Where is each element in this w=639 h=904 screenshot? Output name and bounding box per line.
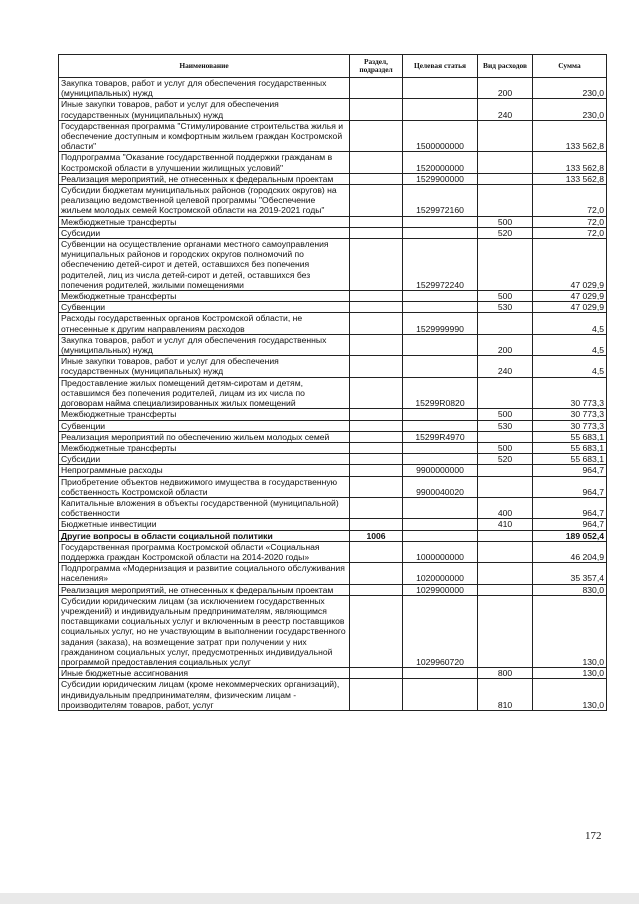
cell-type (478, 377, 533, 409)
cell-sum: 72,0 (533, 216, 607, 227)
cell-section (350, 465, 403, 476)
cell-target: 1529999990 (403, 313, 478, 334)
cell-sum: 30 773,3 (533, 377, 607, 409)
cell-name: Непрограммные расходы (59, 465, 350, 476)
cell-type (478, 431, 533, 442)
cell-type (478, 313, 533, 334)
table-row (59, 313, 607, 334)
table-row (59, 442, 607, 453)
table-row (59, 239, 607, 291)
cell-target: 1529972160 (403, 185, 478, 217)
cell-target (403, 519, 478, 530)
cell-target (403, 454, 478, 465)
cell-name: Субвенции на осуществление органами местного самоуправления муниципальных районов и городских округов полномочий по обеспечению детей-сирот и детей, оставшихся без попечения родителей, лиц из числа детей-сирот и детей, оставшихся без попечения родителей, жилыми помещениями (59, 239, 350, 291)
cell-type (478, 476, 533, 497)
table-row (59, 152, 607, 173)
cell-name: Межбюджетные трансферты (59, 216, 350, 227)
cell-sum: 4,5 (533, 334, 607, 355)
cell-sum: 47 029,9 (533, 291, 607, 302)
cell-name: Закупка товаров, работ и услуг для обеспечения государственных (муниципальных) нужд (59, 334, 350, 355)
cell-section (350, 239, 403, 291)
cell-sum: 47 029,9 (533, 239, 607, 291)
cell-sum: 47 029,9 (533, 302, 607, 313)
cell-target (403, 409, 478, 420)
cell-target (403, 420, 478, 431)
cell-section (350, 152, 403, 173)
cell-name: Государственная программа Костромской области «Социальная поддержка граждан Костромской области на 2014-2020 годы» (59, 541, 350, 562)
table-row (59, 185, 607, 217)
cell-type: 240 (478, 356, 533, 377)
cell-target: 9900000000 (403, 465, 478, 476)
cell-type: 400 (478, 497, 533, 518)
cell-section (350, 173, 403, 184)
cell-section (350, 78, 403, 99)
cell-target (403, 497, 478, 518)
cell-sum: 4,5 (533, 356, 607, 377)
cell-name: Межбюджетные трансферты (59, 291, 350, 302)
cell-type (478, 173, 533, 184)
cell-sum: 189 052,4 (533, 530, 607, 541)
table-row (59, 120, 607, 152)
cell-sum: 55 683,1 (533, 442, 607, 453)
cell-type: 200 (478, 78, 533, 99)
cell-sum: 133 562,8 (533, 173, 607, 184)
cell-section (350, 497, 403, 518)
cell-target (403, 216, 478, 227)
cell-section (350, 595, 403, 667)
cell-sum: 72,0 (533, 227, 607, 238)
table-row (59, 584, 607, 595)
cell-target: 1520000000 (403, 152, 478, 173)
cell-type: 520 (478, 454, 533, 465)
cell-target: 1029960720 (403, 595, 478, 667)
cell-section (350, 409, 403, 420)
cell-name: Бюджетные инвестиции (59, 519, 350, 530)
table-row (59, 99, 607, 120)
cell-sum: 230,0 (533, 78, 607, 99)
table-row (59, 431, 607, 442)
cell-target (403, 334, 478, 355)
cell-target: 1029900000 (403, 584, 478, 595)
cell-section (350, 356, 403, 377)
cell-name: Иные бюджетные ассигнования (59, 668, 350, 679)
cell-target: 15299R4970 (403, 431, 478, 442)
cell-target (403, 679, 478, 711)
cell-sum: 230,0 (533, 99, 607, 120)
table-row (59, 454, 607, 465)
cell-section (350, 442, 403, 453)
cell-sum: 964,7 (533, 519, 607, 530)
cell-target (403, 78, 478, 99)
cell-sum: 964,7 (533, 476, 607, 497)
table-row (59, 519, 607, 530)
cell-section (350, 519, 403, 530)
table-row (59, 465, 607, 476)
cell-target: 1000000000 (403, 541, 478, 562)
budget-table (58, 54, 607, 711)
cell-target: 1500000000 (403, 120, 478, 152)
cell-name: Субсидии бюджетам муниципальных районов (городских округов) на реализацию ведомственной целевой программы "Обеспечение жильем молодых семей Костромской области на 2019-2021 годы" (59, 185, 350, 217)
table-header-row (59, 55, 607, 78)
cell-section (350, 420, 403, 431)
cell-type: 240 (478, 99, 533, 120)
cell-target: 1529972240 (403, 239, 478, 291)
cell-sum: 130,0 (533, 679, 607, 711)
header-type: Вид расходов (478, 55, 533, 78)
table-row (59, 679, 607, 711)
cell-type (478, 595, 533, 667)
cell-target (403, 530, 478, 541)
cell-section (350, 668, 403, 679)
header-sum: Сумма (533, 55, 607, 78)
table-body (59, 78, 607, 711)
cell-sum: 55 683,1 (533, 454, 607, 465)
cell-type: 530 (478, 420, 533, 431)
cell-section (350, 454, 403, 465)
cell-sum: 964,7 (533, 497, 607, 518)
table-row (59, 530, 607, 541)
cell-name: Капитальные вложения в объекты государственной (муниципальной) собственности (59, 497, 350, 518)
cell-type: 530 (478, 302, 533, 313)
scan-edge (0, 893, 639, 904)
cell-name: Реализация мероприятий по обеспечению жильем молодых семей (59, 431, 350, 442)
table-row (59, 334, 607, 355)
cell-section (350, 584, 403, 595)
cell-name: Реализация мероприятий, не отнесенных к федеральным проектам (59, 584, 350, 595)
cell-target: 9900040020 (403, 476, 478, 497)
cell-type (478, 563, 533, 584)
table-row (59, 377, 607, 409)
cell-target (403, 356, 478, 377)
page-number: 172 (585, 830, 602, 842)
cell-name: Межбюджетные трансферты (59, 442, 350, 453)
cell-section (350, 291, 403, 302)
cell-type: 520 (478, 227, 533, 238)
cell-type (478, 541, 533, 562)
table-row (59, 420, 607, 431)
table-row (59, 563, 607, 584)
cell-name: Расходы государственных органов Костромской области, не отнесенные к другим направлениям расходов (59, 313, 350, 334)
cell-sum: 46 204,9 (533, 541, 607, 562)
header-section: Раздел, подраздел (350, 55, 403, 78)
cell-target (403, 668, 478, 679)
table-row (59, 595, 607, 667)
cell-type (478, 530, 533, 541)
cell-type: 410 (478, 519, 533, 530)
cell-type (478, 239, 533, 291)
cell-sum: 133 562,8 (533, 152, 607, 173)
cell-section (350, 476, 403, 497)
cell-section: 1006 (350, 530, 403, 541)
cell-section (350, 431, 403, 442)
table-row (59, 497, 607, 518)
cell-section (350, 313, 403, 334)
cell-section (350, 334, 403, 355)
cell-name: Субсидии (59, 454, 350, 465)
cell-name: Иные закупки товаров, работ и услуг для обеспечения государственных (муниципальных) нужд (59, 356, 350, 377)
cell-name: Приобретение объектов недвижимого имущества в государственную собственность Костромской области (59, 476, 350, 497)
cell-target: 1529900000 (403, 173, 478, 184)
cell-section (350, 541, 403, 562)
cell-name: Субсидии (59, 227, 350, 238)
table-row (59, 476, 607, 497)
cell-name: Закупка товаров, работ и услуг для обеспечения государственных (муниципальных) нужд (59, 78, 350, 99)
cell-section (350, 227, 403, 238)
cell-sum: 30 773,3 (533, 409, 607, 420)
cell-target (403, 99, 478, 120)
cell-target: 15299R0820 (403, 377, 478, 409)
cell-target: 1020000000 (403, 563, 478, 584)
cell-section (350, 120, 403, 152)
cell-section (350, 216, 403, 227)
cell-target (403, 291, 478, 302)
cell-type: 500 (478, 291, 533, 302)
cell-sum: 130,0 (533, 668, 607, 679)
cell-name: Другие вопросы в области социальной политики (59, 530, 350, 541)
cell-name: Подпрограмма «Модернизация и развитие социального обслуживания населения» (59, 563, 350, 584)
cell-sum: 4,5 (533, 313, 607, 334)
cell-type: 800 (478, 668, 533, 679)
cell-sum: 133 562,8 (533, 120, 607, 152)
cell-name: Предоставление жилых помещений детям-сиротам и детям, оставшимся без попечения родителей, лицам из их числа по договорам найма специализированных жилых помещений (59, 377, 350, 409)
table-row (59, 302, 607, 313)
cell-type (478, 185, 533, 217)
cell-section (350, 185, 403, 217)
cell-name: Межбюджетные трансферты (59, 409, 350, 420)
cell-target (403, 227, 478, 238)
cell-sum: 130,0 (533, 595, 607, 667)
header-target: Целевая статья (403, 55, 478, 78)
cell-type: 500 (478, 409, 533, 420)
cell-section (350, 679, 403, 711)
table-row (59, 541, 607, 562)
table-row (59, 409, 607, 420)
cell-name: Субвенции (59, 420, 350, 431)
table-row (59, 668, 607, 679)
cell-name: Субсидии юридическим лицам (кроме некоммерческих организаций), индивидуальным предпринимателям, физическим лицам - производителям товаров, работ, услуг (59, 679, 350, 711)
cell-name: Реализация мероприятий, не отнесенных к федеральным проектам (59, 173, 350, 184)
cell-name: Государственная программа "Стимулирование строительства жилья и обеспечение доступным и комфортным жильем граждан Костромской области" (59, 120, 350, 152)
cell-name: Субсидии юридическим лицам (за исключением государственных учреждений) и индивидуальным предпринимателям, являющимся поставщиками социальных услуг и включенным в реестр поставщиков социальных услуг, но не участвующим в выполнении государственного задания (заказа), на возмещение затрат при получении у них гражданином социальных услуг, предусмотренных индивидуальной программой предоставления социальных услуг (59, 595, 350, 667)
cell-name: Субвенции (59, 302, 350, 313)
table-row (59, 227, 607, 238)
cell-target (403, 442, 478, 453)
cell-sum: 55 683,1 (533, 431, 607, 442)
header-name: Наименование (59, 55, 350, 78)
cell-section (350, 99, 403, 120)
table-row (59, 291, 607, 302)
table-row (59, 216, 607, 227)
cell-name: Иные закупки товаров, работ и услуг для обеспечения государственных (муниципальных) нужд (59, 99, 350, 120)
table-row (59, 173, 607, 184)
cell-sum: 72,0 (533, 185, 607, 217)
cell-sum: 30 773,3 (533, 420, 607, 431)
cell-type: 200 (478, 334, 533, 355)
cell-name: Подпрограмма "Оказание государственной поддержки гражданам в Костромской области в улучшении жилищных условий" (59, 152, 350, 173)
cell-type: 810 (478, 679, 533, 711)
cell-type: 500 (478, 442, 533, 453)
cell-type (478, 465, 533, 476)
cell-type: 500 (478, 216, 533, 227)
cell-type (478, 152, 533, 173)
table-row (59, 356, 607, 377)
cell-type (478, 584, 533, 595)
cell-sum: 964,7 (533, 465, 607, 476)
cell-sum: 830,0 (533, 584, 607, 595)
cell-target (403, 302, 478, 313)
cell-section (350, 302, 403, 313)
table-row (59, 78, 607, 99)
cell-section (350, 563, 403, 584)
cell-section (350, 377, 403, 409)
cell-sum: 35 357,4 (533, 563, 607, 584)
cell-type (478, 120, 533, 152)
